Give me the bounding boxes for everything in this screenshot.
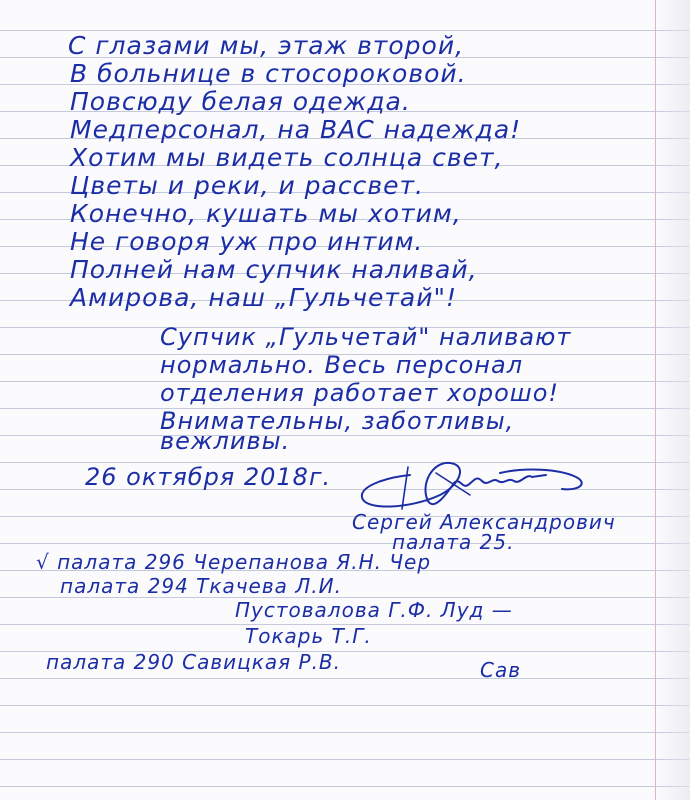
reply-line-1: Супчик „Гульчетай" наливают — [160, 323, 572, 351]
entry-ward-294: палата 294 Ткачева Л.И. — [60, 574, 342, 598]
page-edge-shadow — [656, 0, 690, 800]
entry-sav-initials: Сав — [480, 658, 522, 682]
poem-line-10: Амирова, наш „Гульчетай"! — [70, 283, 457, 312]
date: 26 октября 2018г. — [85, 463, 332, 491]
signer-ward: палата 25. — [392, 530, 515, 554]
entry-ward-296: √ палата 296 Черепанова Я.Н. Чер — [36, 550, 432, 574]
entry-tokar: Токарь Т.Г. — [245, 624, 372, 648]
poem-line-3: Повсюду белая одежда. — [70, 87, 411, 116]
poem-line-8: Не говоря уж про интим. — [70, 227, 424, 256]
entry-ward-290: палата 290 Савицкая Р.В. — [46, 650, 342, 674]
poem-line-6: Цветы и реки, и рассвет. — [70, 171, 424, 200]
reply-line-3: отделения работает хорошо! — [160, 379, 560, 407]
poem-line-7: Конечно, кушать мы хотим, — [70, 199, 462, 228]
poem-line-4: Медперсонал, на ВАС надежда! — [70, 115, 522, 144]
poem-line-2: В больнице в стосороковой. — [70, 59, 467, 88]
entry-pustovalova: Пустовалова Г.Ф. Луд — — [235, 598, 513, 622]
reply-line-2: нормально. Весь персонал — [160, 351, 524, 379]
reply-line-5: вежливы. — [160, 427, 291, 455]
poem-line-5: Хотим мы видеть солнца свет, — [70, 143, 504, 172]
poem-line-1: С глазами мы, этаж второй, — [68, 31, 465, 60]
signer-name: Сергей Александрович — [352, 510, 616, 534]
poem-line-9: Полней нам супчик наливай, — [70, 255, 478, 284]
reply-line-4: Внимательны, заботливы, — [160, 407, 515, 435]
handwritten-signature — [350, 455, 610, 515]
